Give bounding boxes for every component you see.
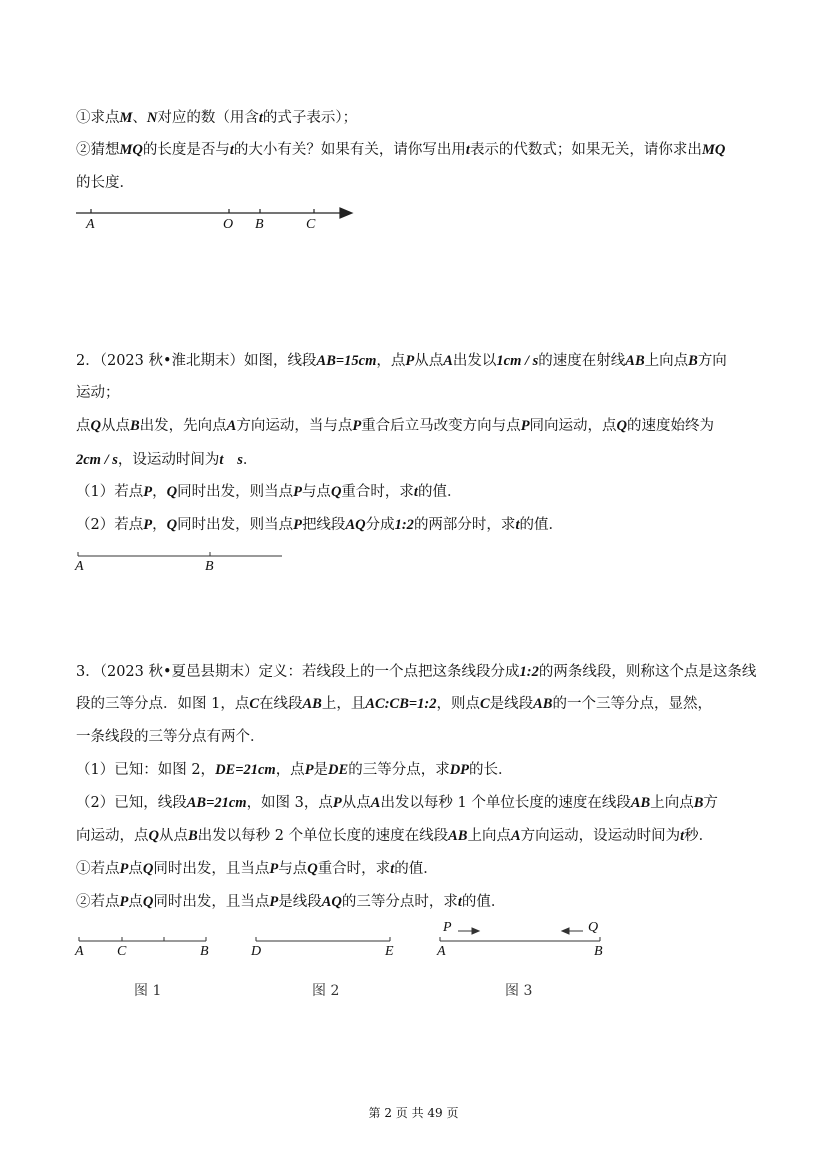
q1-sub2-cont: 的长度． bbox=[76, 175, 134, 191]
q3-part2b: 向运动，点Q从点B出发以每秒 2 个单位长度的速度在线段AB上向点A方向运动，设运动时间为t秒． bbox=[76, 828, 714, 844]
q3-sub2: ②若点P点Q同时出发，且当点P是线段AQ的三等分点时，求t的值． bbox=[76, 894, 506, 910]
q3-fig1-label-b: B bbox=[200, 944, 209, 959]
q3-fig2-label-e: E bbox=[385, 944, 394, 959]
q3-part2a: （2）已知，线段AB=21cm，如图 3，点P从点A出发以每秒 1 个单位长度的速度在线段AB上向点B方 bbox=[76, 795, 718, 811]
q3-fig3-segment bbox=[440, 928, 600, 941]
q1-label-c: C bbox=[306, 217, 316, 232]
q3-fig2-segment bbox=[256, 937, 390, 941]
q3-line1: 3．（2023 秋•夏邑县期末）定义：若线段上的一个点把这条线段分成1:2的两条线段，则称这个点是这条线 bbox=[76, 664, 757, 680]
q3-fig2-label-d: D bbox=[251, 944, 262, 959]
q1-sub1: ①求点M、N对应的数（用含t的式子表示）； bbox=[76, 110, 358, 126]
q1-label-b: B bbox=[255, 217, 264, 232]
q1-label-o: O bbox=[223, 217, 234, 232]
q3-caption-fig3: 图 3 bbox=[505, 983, 533, 999]
q3-fig1-label-a: A bbox=[75, 944, 84, 959]
q3-fig1-segment bbox=[79, 937, 206, 941]
q2-part2: （2）若点P，Q同时出发，则当点P把线段AQ分成1:2的两部分时，求t的值． bbox=[76, 517, 563, 533]
q3-sub1: ①若点P点Q同时出发，且当点P与点Q重合时，求t的值． bbox=[76, 861, 438, 877]
q2-line4: 2cm / s，设运动时间为t s． bbox=[76, 452, 258, 468]
q3-caption-fig2: 图 2 bbox=[312, 983, 340, 999]
q2-line3: 点Q从点B出发，先向点A方向运动，当与点P重合后立马改变方向与点P同向运动，点Q的速度始终为 bbox=[76, 418, 715, 434]
q1-label-a: A bbox=[86, 217, 95, 232]
q2-segment bbox=[78, 552, 282, 556]
q3-caption-fig1: 图 1 bbox=[134, 983, 162, 999]
q2-line2: 运动； bbox=[76, 385, 120, 401]
q3-fig3-label-a: A bbox=[437, 944, 446, 959]
q3-line3: 一条线段的三等分点有两个． bbox=[76, 729, 265, 745]
q2-line1: 2．（2023 秋•淮北期末）如图，线段AB=15cm，点P从点A出发以1cm / s的速度在射线AB上向点B方向 bbox=[76, 353, 727, 369]
q2-label-a: A bbox=[75, 559, 84, 574]
q3-fig3-label-b: B bbox=[594, 944, 603, 959]
q3-fig3-label-q: Q bbox=[588, 920, 599, 935]
q3-line2: 段的三等分点．如图 1，点C在线段AB上，且AC:CB=1:2，则点C是线段AB的一个三等分点，显然， bbox=[76, 696, 712, 712]
q3-fig3-label-p: P bbox=[443, 920, 452, 935]
q1-sub2: ②猜想MQ的长度是否与t的大小有关？如果有关，请你写出用t表示的代数式；如果无关，请你求出MQ bbox=[76, 142, 726, 158]
page-footer: 第 2 页 共 49 页 bbox=[368, 1106, 459, 1120]
q3-part1: （1）已知：如图 2，DE=21cm，点P是DE的三等分点，求DP的长． bbox=[76, 762, 513, 778]
q2-part1: （1）若点P，Q同时出发，则当点P与点Q重合时，求t的值． bbox=[76, 484, 462, 500]
q2-label-b: B bbox=[205, 559, 214, 574]
q3-fig1-label-c: C bbox=[117, 944, 127, 959]
